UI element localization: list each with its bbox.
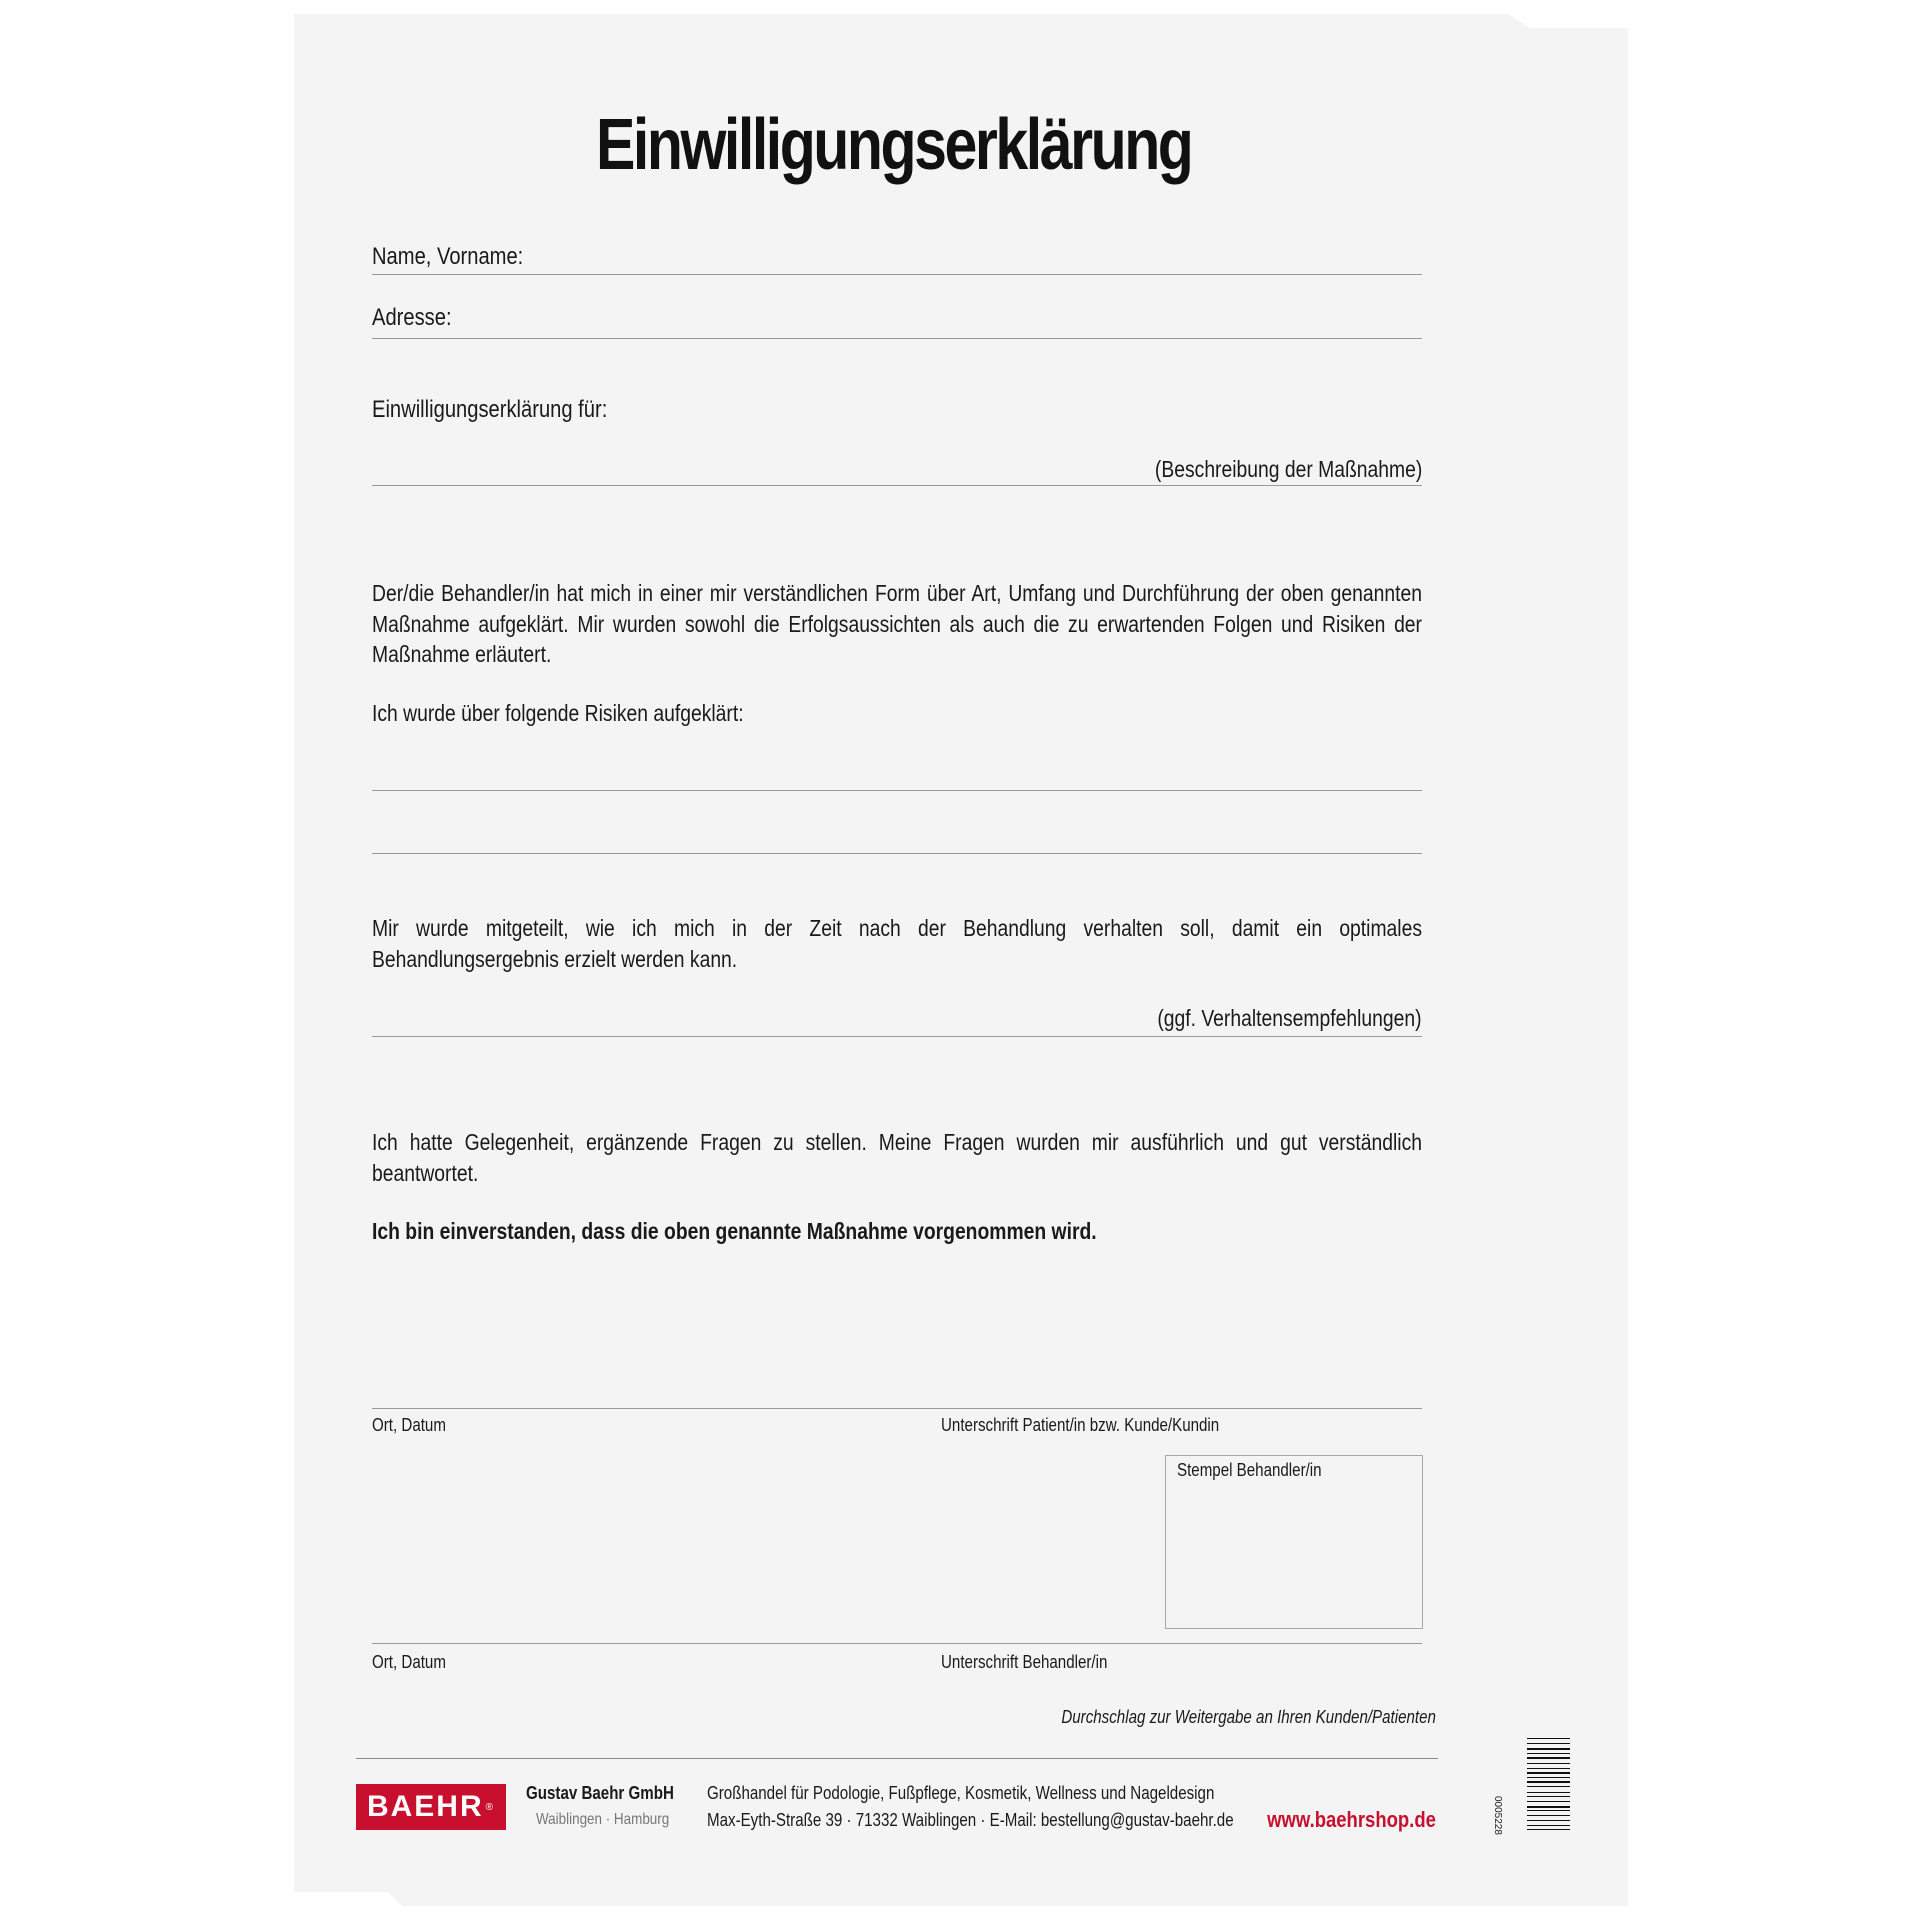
- barcode-stripe: [1527, 1809, 1570, 1810]
- barcode-stripe: [1527, 1753, 1570, 1754]
- stamp-box[interactable]: [1165, 1455, 1423, 1629]
- barcode-stripe: [1527, 1763, 1570, 1764]
- copy-note: Durchschlag zur Weitergabe an Ihren Kunden/Patienten: [1061, 1707, 1436, 1727]
- barcode-stripe: [1527, 1794, 1570, 1795]
- company-locations: Waiblingen · Hamburg: [536, 1811, 670, 1828]
- barcode-stripe: [1527, 1799, 1570, 1800]
- barcode-stripe: [1527, 1760, 1570, 1761]
- risks-line-2[interactable]: [372, 853, 1422, 854]
- risks-label: Ich wurde über folgende Risiken aufgeklärt:: [372, 700, 744, 726]
- barcode-stripe: [1527, 1785, 1570, 1786]
- baehr-logo: [356, 1784, 506, 1830]
- questions-paragraph: Ich hatte Gelegenheit, ergänzende Fragen zu stellen. Meine Fragen wurden mir ausführlich und gut verständlich beantwortet.: [372, 1129, 1422, 1186]
- barcode-stripe: [1527, 1765, 1570, 1767]
- risks-line-1[interactable]: [372, 790, 1422, 791]
- barcode-stripe: [1527, 1781, 1570, 1782]
- aftercare-paragraph: Mir wurde mitgeteilt, wie ich mich in der Zeit nach der Behandlung verhalten soll, damit ein optimales Behandlungsergebnis erzielt werden kann.: [372, 915, 1422, 972]
- barcode-stripe: [1527, 1813, 1570, 1814]
- barcode-stripe: [1527, 1817, 1570, 1818]
- barcode-stripe: [1527, 1827, 1570, 1828]
- footer-divider: [356, 1758, 1438, 1759]
- barcode: [1527, 1738, 1570, 1834]
- barcode-stripe: [1527, 1768, 1570, 1769]
- barcode-stripe: [1527, 1788, 1570, 1790]
- agreement-statement: Ich bin einverstanden, dass die oben genannte Maßnahme vorgenommen wird.: [372, 1218, 1097, 1244]
- barcode-stripe: [1527, 1801, 1570, 1802]
- barcode-stripe: [1527, 1772, 1570, 1773]
- barcode-stripe: [1527, 1825, 1570, 1826]
- consent-for-label: Einwilligungserklärung für:: [372, 396, 608, 423]
- address-label: Adresse:: [372, 304, 452, 331]
- barcode-stripe: [1527, 1796, 1570, 1797]
- barcode-stripe: [1527, 1822, 1570, 1823]
- signature-line-1[interactable]: [372, 1408, 1422, 1409]
- company-address: Max-Eyth-Straße 39 · 71332 Waiblingen · E-Mail: bestellung@gustav-baehr.de: [707, 1810, 1234, 1830]
- company-name: Gustav Baehr GmbH: [526, 1783, 674, 1803]
- page-title: Einwilligungserklärung: [596, 105, 1192, 185]
- address-line[interactable]: [372, 338, 1422, 339]
- barcode-stripe: [1527, 1741, 1570, 1742]
- barcode-stripe: [1527, 1779, 1570, 1780]
- recommendations-hint: (ggf. Verhaltensempfehlungen): [1157, 1005, 1422, 1031]
- company-tagline: Großhandel für Podologie, Fußpflege, Kosmetik, Wellness und Nageldesign: [707, 1783, 1215, 1803]
- barcode-stripe: [1527, 1831, 1570, 1832]
- barcode-stripe: [1527, 1738, 1570, 1739]
- barcode-stripe: [1527, 1810, 1570, 1811]
- description-hint: (Beschreibung der Maßnahme): [1154, 456, 1422, 482]
- barcode-stripe: [1527, 1743, 1570, 1744]
- barcode-stripe: [1527, 1820, 1570, 1821]
- disclosure-paragraph: Der/die Behandler/in hat mich in einer mir verständlichen Form über Art, Umfang und Durchführung der oben genannten Maßnahme aufgeklärt. Mir wurden sowohl die Erfolgsaussichten als auch die zu erwartenden Folgen und Risiken der Maßnahme erläutert.: [372, 580, 1422, 667]
- barcode-stripe: [1527, 1757, 1570, 1758]
- barcode-stripe: [1527, 1748, 1570, 1750]
- place-date-label-1: Ort, Datum: [372, 1415, 446, 1435]
- barcode-stripe: [1527, 1775, 1570, 1776]
- signature-line-2[interactable]: [372, 1643, 1422, 1644]
- website-link[interactable]: www.baehrshop.de: [1267, 1807, 1436, 1832]
- patient-signature-label: Unterschrift Patient/in bzw. Kunde/Kundin: [941, 1415, 1220, 1435]
- barcode-stripe: [1527, 1751, 1570, 1752]
- description-line[interactable]: [372, 485, 1422, 486]
- barcode-stripe: [1527, 1803, 1570, 1804]
- barcode-stripe: [1527, 1806, 1570, 1808]
- name-line[interactable]: [372, 274, 1422, 275]
- barcode-stripe: [1527, 1786, 1570, 1787]
- place-date-label-2: Ort, Datum: [372, 1652, 446, 1672]
- name-label: Name, Vorname:: [372, 243, 524, 270]
- barcode-stripe: [1527, 1792, 1570, 1793]
- barcode-stripe: [1527, 1829, 1570, 1830]
- practitioner-signature-label: Unterschrift Behandler/in: [941, 1652, 1108, 1672]
- registered-mark: ®: [485, 1801, 496, 1813]
- barcode-number: 0005228: [1492, 1796, 1503, 1835]
- recommendations-line[interactable]: [372, 1036, 1422, 1037]
- barcode-stripe: [1527, 1756, 1570, 1757]
- logo-text: BAEHR: [366, 1790, 484, 1823]
- barcode-stripe: [1527, 1745, 1570, 1746]
- barcode-stripe: [1527, 1770, 1570, 1771]
- barcode-stripe: [1527, 1815, 1570, 1816]
- stamp-label: Stempel Behandler/in: [1177, 1460, 1322, 1480]
- barcode-stripe: [1527, 1777, 1570, 1778]
